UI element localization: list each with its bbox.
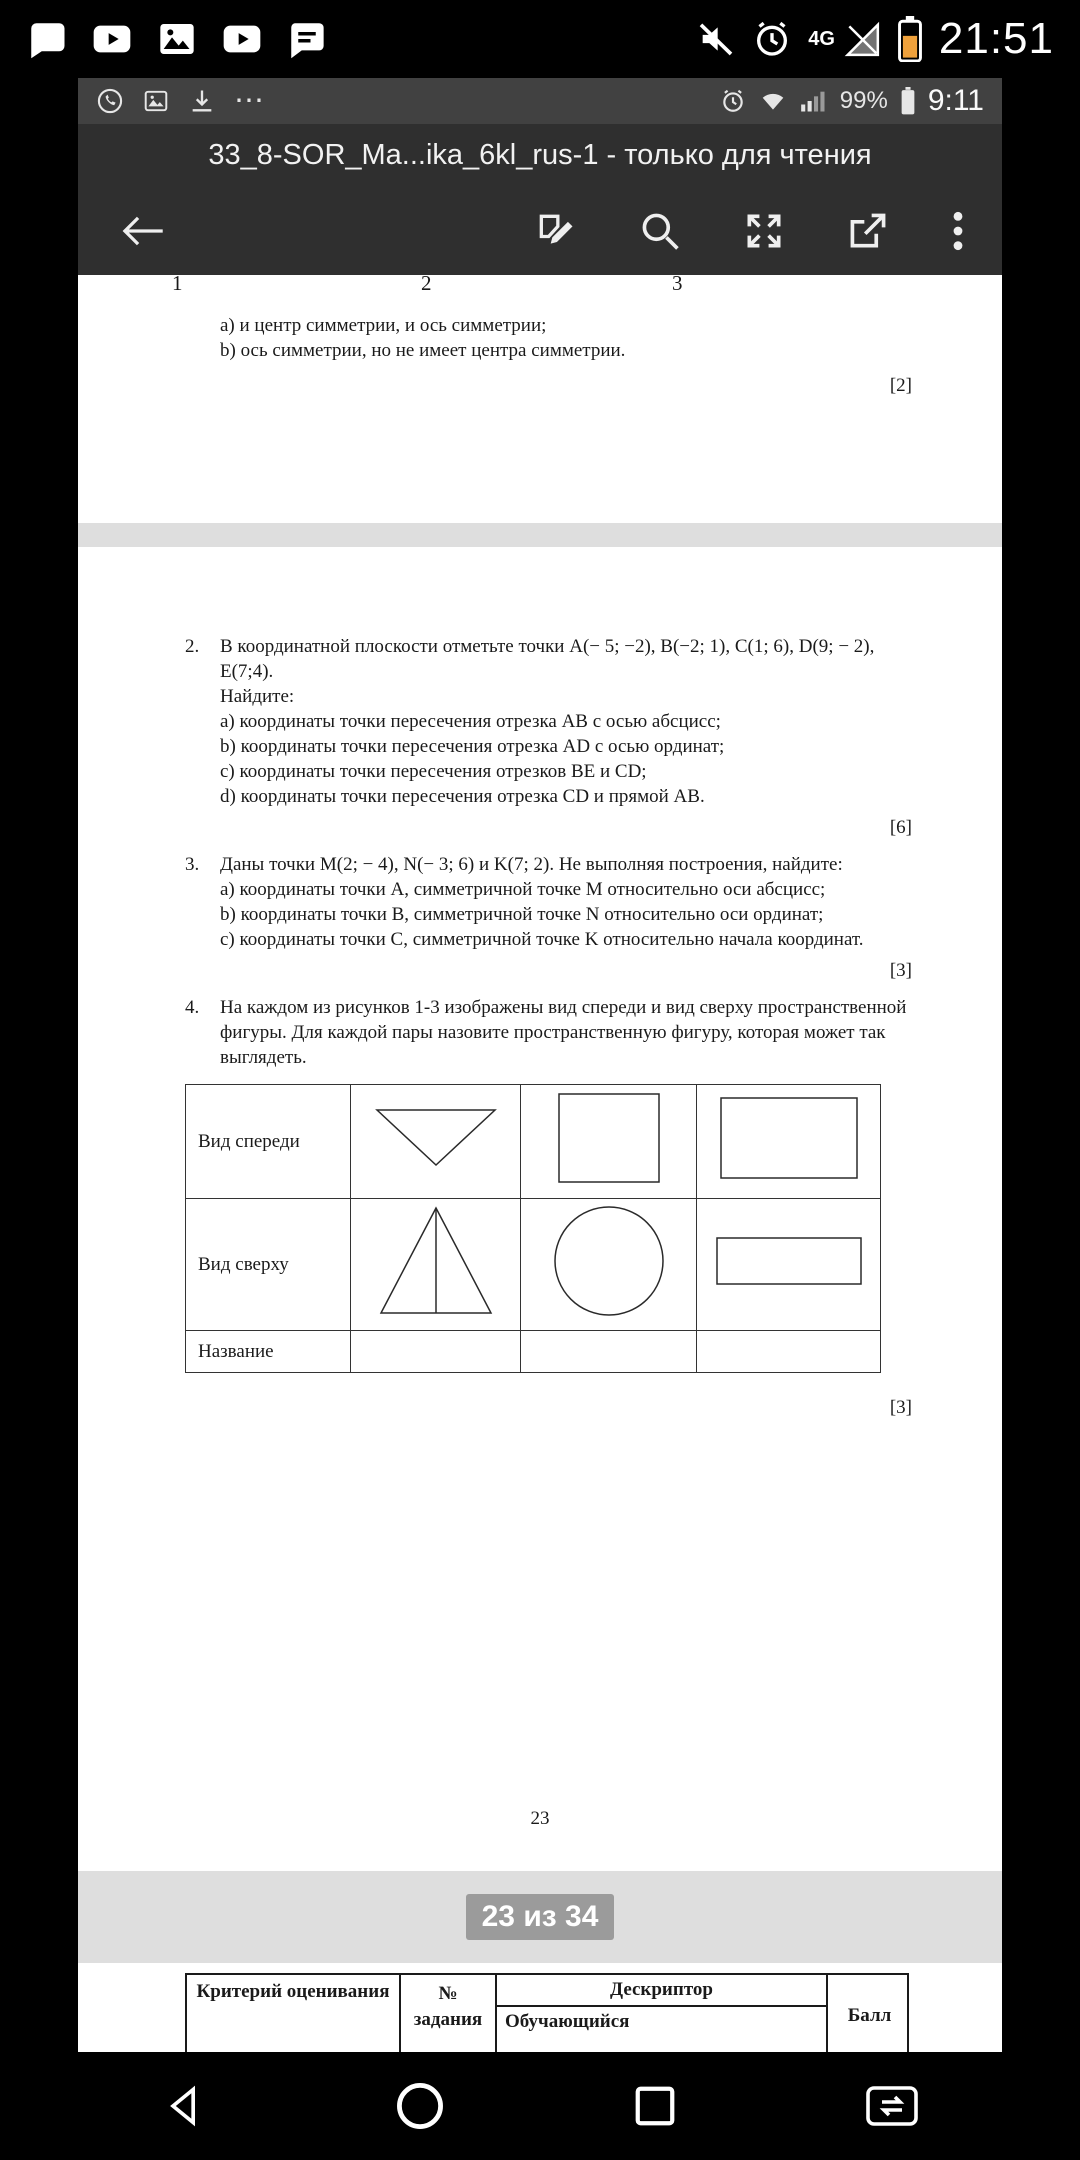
rubric-subrow: Обучающийся xyxy=(505,2011,630,2032)
signal-triangle-icon xyxy=(843,20,881,58)
task-line: фигуры. Для каждой пары назовите пространственную фигуру, которая может так xyxy=(220,1022,886,1043)
chat-notification-icon xyxy=(26,18,68,60)
top-view-1-cell xyxy=(351,1199,521,1331)
rubric-header-line: Дескриптор xyxy=(497,1975,826,2007)
answer-cell xyxy=(697,1331,881,1373)
android-status-bar xyxy=(0,0,1080,78)
score-mark: [2] xyxy=(889,375,912,396)
alarm-icon xyxy=(752,19,792,59)
android-nav-bar xyxy=(0,2052,1080,2160)
row-label: Название xyxy=(186,1331,351,1373)
toolbar-actions xyxy=(534,209,966,253)
task-line: Найдите: xyxy=(220,686,295,707)
page-gap xyxy=(78,523,1002,547)
task-number: 3. xyxy=(185,854,200,875)
inner-battery-icon xyxy=(900,87,916,115)
system-status-icons xyxy=(696,14,1054,64)
inner-status-bar xyxy=(78,78,1002,124)
task-line: a) координаты точки A, симметричной точке M относительно оси абсцисс; xyxy=(220,879,826,900)
figure-label: 3 xyxy=(672,275,683,295)
score-mark: [6] xyxy=(889,817,912,838)
page-22-bottom xyxy=(78,275,1002,523)
task-line: b) координаты точки пересечения отрезка AD с осью ординат; xyxy=(220,736,725,757)
back-arrow-icon xyxy=(120,211,166,251)
task-line: На каждом из рисунков 1-3 изображены вид спереди и вид сверху пространственной xyxy=(220,997,907,1018)
inner-notification-icons xyxy=(96,84,266,117)
front-view-2-cell xyxy=(521,1085,697,1199)
nav-screen-rotate-button[interactable] xyxy=(864,2082,920,2130)
square-shape xyxy=(557,1092,661,1184)
task-line: d) координаты точки пересечения отрезка CD и прямой AB. xyxy=(220,786,705,807)
overflow-menu-icon xyxy=(950,209,966,253)
document-toolbar xyxy=(78,186,1002,275)
document-title: 33_8-SOR_Ma...ika_6kl_rus-1 - только для чтения xyxy=(208,138,872,171)
inner-battery-percent: 99% xyxy=(839,87,888,114)
task-line: a) координаты точки пересечения отрезка AB с осью абсцисс; xyxy=(220,711,721,732)
rubric-header-descriptor xyxy=(497,1975,828,2052)
image-icon xyxy=(142,88,170,114)
task-4 xyxy=(185,995,912,1070)
download-icon xyxy=(188,87,216,115)
triangle-down-shape xyxy=(375,1108,497,1168)
message-notification-icon xyxy=(286,18,328,60)
rubric-header-task-number xyxy=(401,1975,497,2052)
share-icon xyxy=(846,209,890,253)
figure-label: 2 xyxy=(421,275,432,295)
page-24-top xyxy=(78,1963,1002,2052)
nav-recents-button[interactable] xyxy=(632,2083,678,2129)
task-line: E(7;4). xyxy=(220,661,274,682)
wifi-icon xyxy=(758,88,788,114)
rubric-header-line: № xyxy=(438,1983,458,2004)
more-notifications-icon: ⋯ xyxy=(234,84,266,117)
row-label: Вид спереди xyxy=(186,1085,351,1199)
network-type-label: 4G xyxy=(808,27,835,50)
task-2 xyxy=(185,634,912,809)
battery-icon xyxy=(897,16,923,62)
clock: 21:51 xyxy=(938,14,1054,63)
circle-shape xyxy=(552,1204,666,1318)
top-view-2-cell xyxy=(521,1199,697,1331)
fullscreen-icon xyxy=(742,209,786,253)
score-mark: [3] xyxy=(889,960,912,981)
notification-icons xyxy=(26,18,328,60)
task-line: выглядеть. xyxy=(220,1047,307,1068)
rubric-table xyxy=(185,1973,909,2052)
answer-cell xyxy=(521,1331,697,1373)
page-indicator-chip: 23 из 34 xyxy=(466,1894,614,1940)
whatsapp-icon xyxy=(96,87,124,115)
document-scroll-area xyxy=(78,275,1002,2052)
inner-clock: 9:11 xyxy=(927,84,984,117)
youtube-notification-icon xyxy=(90,19,134,59)
printed-page-number: 23 xyxy=(530,1808,550,1829)
cell-signal-icon xyxy=(800,89,828,113)
page-gap xyxy=(78,1871,1002,1963)
front-view-1-cell xyxy=(351,1085,521,1199)
gallery-notification-icon xyxy=(156,19,198,59)
mute-icon xyxy=(696,19,736,59)
top-view-3-cell xyxy=(697,1199,881,1331)
figure-label: 1 xyxy=(172,275,183,295)
task-line: c) координаты точки пересечения отрезков BE и CD; xyxy=(220,761,647,782)
rubric-header-criteria: Критерий оценивания xyxy=(187,1975,401,2052)
edit-icon xyxy=(534,209,578,253)
nav-back-button[interactable] xyxy=(160,2084,208,2128)
task-line: b) координаты точки B, симметричной точке N относительно оси ординат; xyxy=(220,904,824,925)
rectangle-shape xyxy=(719,1096,859,1180)
views-table xyxy=(185,1084,881,1373)
search-icon xyxy=(638,209,682,253)
task-option: a) и центр симметрии, и ось симметрии; xyxy=(220,315,547,336)
task-number: 4. xyxy=(185,997,200,1018)
task-line: c) координаты точки C, симметричной точке K относительно начала координат. xyxy=(220,929,864,950)
page-23 xyxy=(78,547,1002,1871)
rubric-header-points: Балл xyxy=(847,2005,892,2026)
inner-system-icons xyxy=(720,84,984,118)
task-number: 2. xyxy=(185,636,200,657)
answer-cell xyxy=(351,1331,521,1373)
front-view-3-cell xyxy=(697,1085,881,1199)
nav-home-button[interactable] xyxy=(394,2080,446,2132)
task-3 xyxy=(185,852,912,952)
wide-rectangle-shape xyxy=(715,1236,863,1286)
score-mark: [3] xyxy=(889,1397,912,1418)
task-line: В координатной плоскости отметьте точки A(− 5; −2), B(−2; 1), C(1; 6), D(9; − 2), xyxy=(220,636,875,657)
inner-alarm-icon xyxy=(720,88,746,114)
rubric-header-line: задания xyxy=(413,2009,483,2030)
video-notification-icon xyxy=(220,19,264,59)
task-option: b) ось симметрии, но не имеет центра симметрии. xyxy=(220,340,626,361)
document-title-bar xyxy=(78,124,1002,186)
task-line: Даны точки M(2; − 4), N(− 3; 6) и K(7; 2). Не выполняя построения, найдите: xyxy=(220,854,843,875)
triangle-with-axis-shape xyxy=(379,1206,493,1316)
viewed-screenshot-image[interactable] xyxy=(78,78,1002,2052)
row-label: Вид сверху xyxy=(186,1199,351,1331)
